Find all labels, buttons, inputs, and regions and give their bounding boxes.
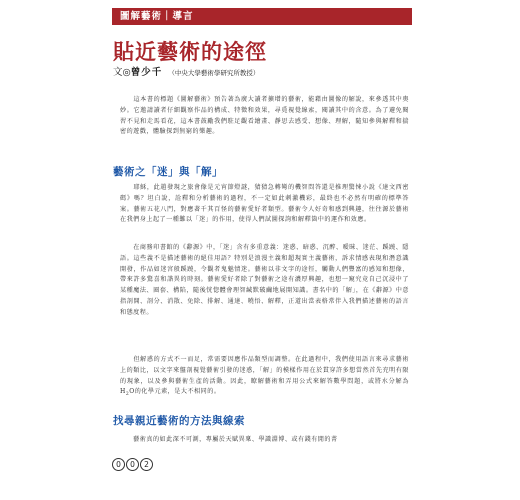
intro-paragraph: 這本書的標題《圖解藝術》預告著為廣大讀者擴增的藝術，能藉由圖像的解說，來參透其中奧妙。它邀請讀者仔細觀察作品的構成、特徵和效果，尋覓視覺線索，閱讀其中的含意。為了避免閱習不見和走馬看花，這本書鼓勵我們駐足觀看繪畫、靜思去感受、想像、理解，隨知參與解釋和揣密的遊戲，體驗探到無窮的樂趣。	[120, 96, 409, 136]
body-paragraph-2: 在商務印書館的《辭源》中，「迷」含有多重意義：迷惑、暗惑、沉醉、曖昧、迷茫、蹊蹺、隱語。這些義不是描述藝術的絕佳用語？特別是浪漫主義和超現實主義藝術，訴求情感表現和潛意識開發，作品如迷宮般蹊蹺，令觀者鬼魅情迷。藝術以非文字的途徑，觸動人們豐富的感知和想像，帶來許多驚喜和諧異的時刻。藝術愛好者除了對藝術之途有濃厚興趣，也想一窺究竟自己沉浸中了某種魔法、圈套、構陷，隨後恍惚體會理智緘默破繭地展開知識。書名中的「解」，在《辭源》中意指剖開、剖分、消散、免除、排解、通達、曉悟、解釋，正道出當表格常伴入我們描述藝術的語言和態度程。	[120, 244, 409, 316]
body-paragraph-3: 但解惑的方式不一而足，常需要因應作品類型而調整。在此過程中，我們使用語言來尋求藝術上的類比，以文字來盤剖視覺藝術引發的迷惑，「解」的模樣作用在於貫穿許多想當然首先充明有限的現象，以及參與藝術生產的活動。因此，瞭解藝術和弄用公式來解答數學問題，或將水分解為$H_2O$的化學元素，是大不相同的。	[120, 356, 409, 398]
page-digit: 2	[140, 458, 153, 471]
author-name: 曾少千	[130, 67, 163, 78]
section-heading-mystery: 藝術之「迷」與「解」	[113, 166, 223, 178]
body-paragraph-1: 耶穌，此趙發現之旅會像是元宵節燈謎，猜猜急轉彎的機智問答還是推理驚悚小說《達文西密碼》嗎？坦白說，詮釋和分析藝術的過程，不一定如此刺激機彩，最終也不必然有明確的標準答案。藝術五花八門，對應著千其百怪的藝術愛好者類型。藝術令人好奇和感到興趣，往往源於藝術在我們身上起了一種難以「迷」的作用，使得人們試圖探詢和解釋箇中的運作和效應。	[120, 184, 409, 224]
author-prefix: 文◎	[113, 67, 131, 78]
article-title: 貼近藝術的途徑	[113, 39, 267, 64]
running-header	[112, 8, 412, 25]
section-heading-methods: 找尋親近藝術的方法與線索	[113, 415, 245, 427]
author-affiliation: （中央大學藝術學研究所教授）	[168, 69, 260, 77]
author-line	[113, 64, 259, 78]
page-digit: 0	[112, 458, 125, 471]
page-digit: 0	[126, 458, 139, 471]
body-paragraph-4: 藝術真的如此深不可測，專屬於天賦異稟、學識淵博、或有錢有閒的菁	[120, 436, 338, 443]
header-label: 圖解藝術｜導言	[120, 11, 194, 22]
page-number	[112, 458, 153, 471]
